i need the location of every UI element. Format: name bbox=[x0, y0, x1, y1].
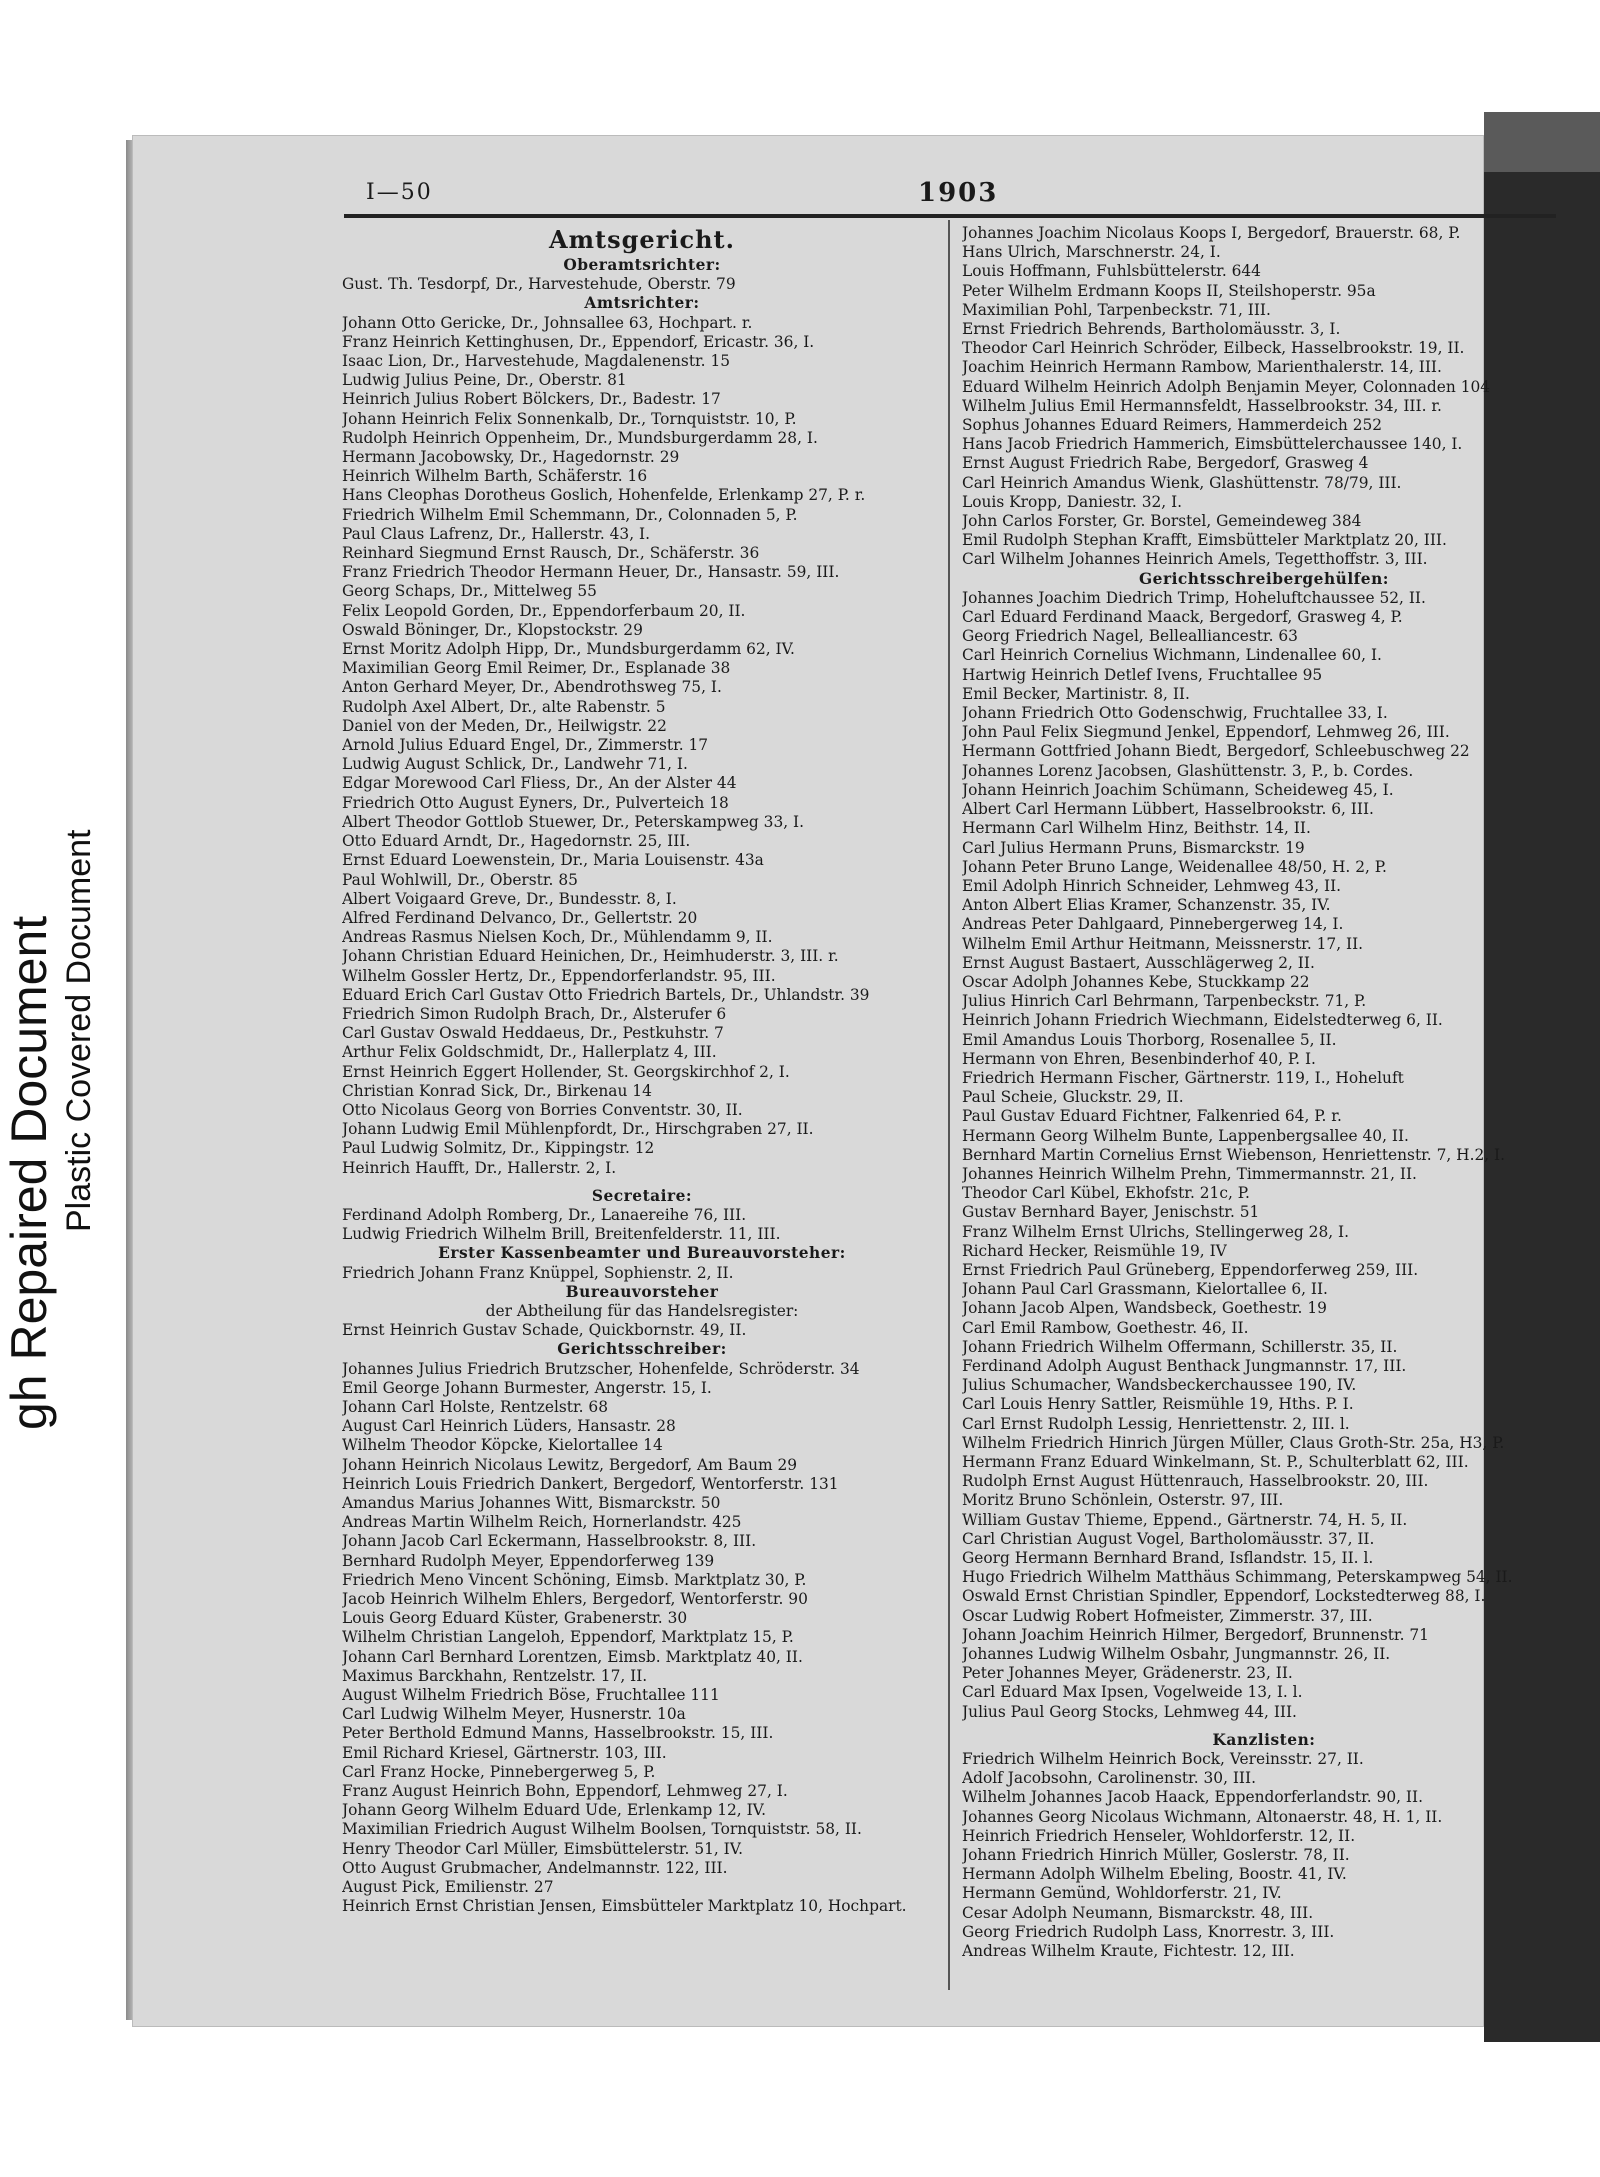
directory-entry: Rudolph Heinrich Oppenheim, Dr., Mundsburgerdamm 28, I. bbox=[342, 428, 818, 447]
directory-entry: Hermann Gemünd, Wohldorferstr. 21, IV. bbox=[962, 1884, 1282, 1903]
directory-entry: Otto August Grubmacher, Andelmannstr. 122, III. bbox=[342, 1858, 728, 1877]
directory-entry: Johann Carl Holste, Rentzelstr. 68 bbox=[342, 1397, 608, 1416]
directory-entry: Hermann Adolph Wilhelm Ebeling, Boostr. 41, IV. bbox=[962, 1865, 1347, 1884]
directory-entry: Georg Friedrich Nagel, Bellealliancestr. 63 bbox=[962, 627, 1298, 646]
directory-entry: Carl Eduard Ferdinand Maack, Bergedorf, Grasweg 4, P. bbox=[962, 608, 1403, 627]
directory-entry: Johannes Heinrich Wilhelm Prehn, Timmermannstr. 21, II. bbox=[962, 1164, 1417, 1183]
section-heading: Amtsrichter: bbox=[584, 294, 700, 313]
directory-entry: Arthur Felix Goldschmidt, Dr., Hallerplatz 4, III. bbox=[342, 1043, 717, 1062]
directory-entry: Carl Ernst Rudolph Lessig, Henriettenstr. 2, III. l. bbox=[962, 1414, 1350, 1433]
directory-entry: Maximilian Pohl, Tarpenbeckstr. 71, III. bbox=[962, 300, 1271, 319]
directory-entry: Eduard Erich Carl Gustav Otto Friedrich Bartels, Dr., Uhlandstr. 39 bbox=[342, 985, 870, 1004]
repaired-document-label: gh Repaired Document bbox=[1, 915, 57, 1430]
directory-entry: Emil Rudolph Stephan Krafft, Eimsbütteler Marktplatz 20, III. bbox=[962, 531, 1447, 550]
directory-entry: Heinrich Julius Robert Bölckers, Dr., Badestr. 17 bbox=[342, 390, 721, 409]
directory-entry: Friedrich Simon Rudolph Brach, Dr., Alsterufer 6 bbox=[342, 1004, 727, 1023]
plastic-covered-label: Plastic Covered Document bbox=[60, 829, 98, 1232]
directory-entry: Ernst Friedrich Behrends, Bartholomäusstr. 3, I. bbox=[962, 320, 1341, 339]
directory-entry: Ludwig August Schlick, Dr., Landwehr 71, I. bbox=[342, 755, 688, 774]
directory-entry: Johann Joachim Heinrich Hilmer, Bergedorf, Brunnenstr. 71 bbox=[962, 1625, 1429, 1644]
directory-entry: Oswald Böninger, Dr., Klopstockstr. 29 bbox=[342, 620, 643, 639]
section-heading: Gerichtsschreibergehülfen: bbox=[1139, 569, 1389, 588]
directory-entry: Theodor Carl Heinrich Schröder, Eilbeck, Hasselbrookstr. 19, II. bbox=[962, 339, 1465, 358]
directory-entry: Anton Gerhard Meyer, Dr., Abendrothsweg 75, I. bbox=[342, 678, 722, 697]
directory-entry: Johann Christian Eduard Heinichen, Dr., Heimhuderstr. 3, III. r. bbox=[342, 947, 839, 966]
directory-entry: Anton Albert Elias Kramer, Schanzenstr. 35, IV. bbox=[962, 896, 1331, 915]
directory-entry: Hermann Jacobowsky, Dr., Hagedornstr. 29 bbox=[342, 448, 680, 467]
directory-entry: Carl Louis Henry Sattler, Reismühle 19, Hths. P. I. bbox=[962, 1395, 1354, 1414]
directory-entry: Carl Ludwig Wilhelm Meyer, Husnerstr. 10a bbox=[342, 1705, 686, 1724]
directory-entry: Carl Wilhelm Johannes Heinrich Amels, Tegetthoffstr. 3, III. bbox=[962, 550, 1428, 569]
directory-entry: Reinhard Siegmund Ernst Rausch, Dr., Schäferstr. 36 bbox=[342, 544, 760, 563]
directory-entry: Otto Eduard Arndt, Dr., Hagedornstr. 25, III. bbox=[342, 832, 691, 851]
directory-entry: Franz August Heinrich Bohn, Eppendorf, Lehmweg 27, I. bbox=[342, 1782, 788, 1801]
directory-entry: Georg Friedrich Rudolph Lass, Knorrestr. 3, III. bbox=[962, 1922, 1335, 1941]
column-divider bbox=[948, 220, 950, 1990]
directory-entry: Maximus Barckhahn, Rentzelstr. 17, II. bbox=[342, 1666, 648, 1685]
directory-entry: Peter Johannes Meyer, Grädenerstr. 23, II. bbox=[962, 1664, 1293, 1683]
directory-entry: August Carl Heinrich Lüders, Hansastr. 28 bbox=[342, 1417, 676, 1436]
directory-entry: Louis Hoffmann, Fuhlsbüttelerstr. 644 bbox=[962, 262, 1261, 281]
directory-entry: Emil Richard Kriesel, Gärtnerstr. 103, III. bbox=[342, 1743, 667, 1762]
left-column bbox=[342, 224, 942, 1916]
directory-entry: Julius Hinrich Carl Behrmann, Tarpenbeckstr. 71, P. bbox=[962, 992, 1367, 1011]
directory-entry: Gust. Th. Tesdorpf, Dr., Harvestehude, Oberstr. 79 bbox=[342, 275, 736, 294]
directory-entry: Paul Claus Lafrenz, Dr., Hallerstr. 43, I. bbox=[342, 524, 650, 543]
directory-entry: Peter Wilhelm Erdmann Koops II, Steilshoperstr. 95a bbox=[962, 281, 1376, 300]
directory-entry: Ernst Eduard Loewenstein, Dr., Maria Louisenstr. 43a bbox=[342, 851, 764, 870]
directory-entry: Johannes Lorenz Jacobsen, Glashüttenstr. 3, P., b. Cordes. bbox=[962, 761, 1414, 780]
section-heading: Erster Kassenbeamter und Bureauvorsteher: bbox=[438, 1244, 846, 1263]
directory-entry: Johann Ludwig Emil Mühlenpfordt, Dr., Hirschgraben 27, II. bbox=[342, 1120, 814, 1139]
section-heading: Oberamtsrichter: bbox=[563, 256, 721, 274]
directory-entry: Ernst Heinrich Eggert Hollender, St. Georgskirchhof 2, I. bbox=[342, 1062, 790, 1081]
directory-entry: Heinrich Ernst Christian Jensen, Eimsbütteler Marktplatz 10, Hochpart. bbox=[342, 1897, 907, 1916]
directory-entry: Georg Hermann Bernhard Brand, Isflandstr. 15, II. l. bbox=[962, 1549, 1374, 1568]
directory-entry: Carl Franz Hocke, Pinnebergerweg 5, P. bbox=[342, 1762, 656, 1781]
directory-entry: Ernst Heinrich Gustav Schade, Quickbornstr. 49, II. bbox=[342, 1321, 747, 1340]
directory-entry: Louis Georg Eduard Küster, Grabenerstr. 30 bbox=[342, 1609, 688, 1628]
directory-entry: Daniel von der Meden, Dr., Heilwigstr. 22 bbox=[342, 716, 667, 735]
directory-entry: Bernhard Martin Cornelius Ernst Wiebenson, Henriettenstr. 7, H.2, I. bbox=[962, 1145, 1506, 1164]
directory-entry: Amandus Marius Johannes Witt, Bismarckstr. 50 bbox=[342, 1494, 721, 1512]
directory-entry: Johannes Georg Nicolaus Wichmann, Altonaerstr. 48, H. 1, II. bbox=[962, 1807, 1443, 1826]
spacer bbox=[342, 1178, 942, 1187]
directory-entry: Julius Paul Georg Stocks, Lehmweg 44, III. bbox=[962, 1702, 1297, 1721]
directory-entry: Wilhelm Theodor Köpcke, Kielortallee 14 bbox=[342, 1436, 663, 1455]
directory-entry: Carl Heinrich Cornelius Wichmann, Lindenallee 60, I. bbox=[962, 646, 1382, 665]
directory-entry: Ernst Moritz Adolph Hipp, Dr., Mundsburgerdamm 62, IV. bbox=[342, 640, 795, 659]
section-subheading: der Abtheilung für das Handelsregister: bbox=[485, 1301, 799, 1320]
directory-entry: Felix Leopold Gorden, Dr., Eppendorferbaum 20, II. bbox=[342, 601, 746, 620]
directory-entry: Theodor Carl Kübel, Ekhofstr. 21c, P. bbox=[962, 1184, 1250, 1203]
directory-entry: John Carlos Forster, Gr. Borstel, Gemeindeweg 384 bbox=[962, 512, 1362, 531]
directory-entry: Oswald Ernst Christian Spindler, Eppendorf, Lockstedterweg 88, I. bbox=[962, 1587, 1486, 1606]
directory-entry: Friedrich Meno Vincent Schöning, Eimsb. Marktplatz 30, P. bbox=[342, 1570, 807, 1589]
directory-entry: Emil Becker, Martinistr. 8, II. bbox=[962, 684, 1190, 703]
directory-entry: Rudolph Axel Albert, Dr., alte Rabenstr. 5 bbox=[342, 697, 666, 716]
directory-entry: Andreas Wilhelm Kraute, Fichtestr. 12, III. bbox=[962, 1942, 1295, 1961]
directory-entry: Friedrich Otto August Eyners, Dr., Pulverteich 18 bbox=[342, 793, 729, 812]
directory-entry: Arnold Julius Eduard Engel, Dr., Zimmerstr. 17 bbox=[342, 736, 709, 755]
directory-entry: Johannes Ludwig Wilhelm Osbahr, Jungmannstr. 26, II. bbox=[962, 1645, 1391, 1664]
directory-entry: Hermann Franz Eduard Winkelmann, St. P., Schulterblatt 62, III. bbox=[962, 1453, 1469, 1471]
directory-entry: Ferdinand Adolph August Benthack Jungmannstr. 17, III. bbox=[962, 1356, 1407, 1375]
directory-entry: Heinrich Friedrich Henseler, Wohldorferstr. 12, II. bbox=[962, 1826, 1356, 1845]
directory-entry: Johann Jacob Alpen, Wandsbeck, Goethestr. 19 bbox=[962, 1299, 1327, 1318]
directory-entry: Wilhelm Emil Arthur Heitmann, Meissnerstr. 17, II. bbox=[962, 934, 1364, 953]
directory-entry: Ferdinand Adolph Romberg, Dr., Lanaereihe 76, III. bbox=[342, 1205, 747, 1224]
directory-entry: Moritz Bruno Schönlein, Osterstr. 97, III. bbox=[962, 1491, 1284, 1510]
directory-entry: John Paul Felix Siegmund Jenkel, Eppendorf, Lehmweg 26, III. bbox=[962, 723, 1450, 742]
directory-entry: Sophus Johannes Eduard Reimers, Hammerdeich 252 bbox=[962, 416, 1383, 435]
directory-entry: Heinrich Johann Friedrich Wiechmann, Eidelstedterweg 6, II. bbox=[962, 1011, 1443, 1030]
directory-entry: Henry Theodor Carl Müller, Eimsbüttelerstr. 51, IV. bbox=[342, 1839, 744, 1858]
directory-entry: Johann Georg Wilhelm Eduard Ude, Erlenkamp 12, IV. bbox=[342, 1801, 766, 1820]
spacer bbox=[962, 1722, 1566, 1731]
directory-entry: Christian Konrad Sick, Dr., Birkenau 14 bbox=[342, 1081, 652, 1100]
directory-entry: Franz Heinrich Kettinghusen, Dr., Eppendorf, Ericastr. 36, I. bbox=[342, 332, 815, 351]
directory-entry: Friedrich Johann Franz Knüppel, Sophienstr. 2, II. bbox=[342, 1263, 734, 1282]
section-heading: Bureauvorsteher bbox=[565, 1282, 719, 1301]
directory-entry: Bernhard Rudolph Meyer, Eppendorferweg 139 bbox=[342, 1551, 715, 1570]
directory-entry: Eduard Wilhelm Heinrich Adolph Benjamin Meyer, Colonnaden 104 bbox=[962, 377, 1491, 396]
directory-entry: Andreas Peter Dahlgaard, Pinnebergerweg 14, I. bbox=[962, 915, 1344, 934]
directory-entry: Alfred Ferdinand Delvanco, Dr., Gellertstr. 20 bbox=[342, 908, 698, 927]
directory-entry: Carl Christian August Vogel, Bartholomäusstr. 37, II. bbox=[962, 1529, 1375, 1548]
directory-entry: Maximilian Georg Emil Reimer, Dr., Esplanade 38 bbox=[342, 659, 731, 678]
section-heading: Gerichtsschreiber: bbox=[557, 1340, 727, 1359]
directory-entry: Hans Cleophas Dorotheus Goslich, Hohenfelde, Erlenkamp 27, P. r. bbox=[342, 486, 866, 505]
section-heading: Kanzlisten: bbox=[1212, 1730, 1316, 1749]
directory-entry: Carl Emil Rambow, Goethestr. 46, II. bbox=[962, 1318, 1249, 1337]
directory-entry: Johann Heinrich Nicolaus Lewitz, Bergedorf, Am Baum 29 bbox=[342, 1455, 798, 1474]
directory-entry: Johann Friedrich Hinrich Müller, Goslerstr. 78, II. bbox=[962, 1846, 1350, 1865]
directory-entry: Ernst Friedrich Paul Grüneberg, Eppendorferweg 259, III. bbox=[962, 1260, 1419, 1279]
directory-entry: Carl Eduard Max Ipsen, Vogelweide 13, I. l. bbox=[962, 1683, 1303, 1702]
directory-entry: August Pick, Emilienstr. 27 bbox=[342, 1878, 554, 1897]
directory-entry: Hermann Georg Wilhelm Bunte, Lappenbergsallee 40, II. bbox=[962, 1126, 1409, 1145]
directory-entry: Wilhelm Friedrich Hinrich Jürgen Müller, Claus Groth-Str. 25a, H3, P. bbox=[962, 1433, 1505, 1452]
directory-entry: Hermann Gottfried Johann Biedt, Bergedorf, Schleebuschweg 22 bbox=[962, 742, 1470, 761]
directory-entry: Friedrich Wilhelm Heinrich Bock, Vereinsstr. 27, II. bbox=[962, 1750, 1364, 1769]
directory-entry: Albert Theodor Gottlob Stuewer, Dr., Peterskampweg 33, I. bbox=[342, 812, 805, 831]
page-number: I—50 bbox=[366, 180, 433, 205]
directory-entry: Johann Carl Bernhard Lorentzen, Eimsb. Marktplatz 40, II. bbox=[342, 1647, 803, 1666]
directory-entry: Johann Jacob Carl Eckermann, Hasselbrookstr. 8, III. bbox=[342, 1532, 757, 1551]
directory-entry: Adolf Jacobsohn, Carolinenstr. 30, III. bbox=[962, 1769, 1256, 1788]
directory-entry: Hans Ulrich, Marschnerstr. 24, I. bbox=[962, 243, 1221, 262]
directory-entry: Oscar Adolph Johannes Kebe, Stuckkamp 22 bbox=[962, 972, 1310, 991]
directory-entry: Maximilian Friedrich August Wilhelm Boolsen, Tornquiststr. 58, II. bbox=[342, 1820, 862, 1839]
directory-entry: Johann Friedrich Otto Godenschwig, Fruchtallee 33, I. bbox=[962, 704, 1388, 723]
directory-entry: August Wilhelm Friedrich Böse, Fruchtallee 111 bbox=[342, 1686, 720, 1705]
directory-entry: Johann Friedrich Wilhelm Offermann, Schillerstr. 35, II. bbox=[962, 1337, 1398, 1356]
directory-entry: Carl Heinrich Amandus Wienk, Glashüttenstr. 78/79, III. bbox=[962, 473, 1402, 492]
directory-entry: Johann Otto Gericke, Dr., Johnsallee 63, Hochpart. r. bbox=[342, 313, 753, 332]
directory-entry: Isaac Lion, Dr., Harvestehude, Magdalenenstr. 15 bbox=[342, 352, 731, 371]
directory-entry: Hermann Carl Wilhelm Hinz, Beithstr. 14, II. bbox=[962, 819, 1311, 838]
directory-entry: Wilhelm Gossler Hertz, Dr., Eppendorferlandstr. 95, III. bbox=[342, 966, 776, 985]
scanner-edge-highlight bbox=[1484, 112, 1600, 172]
directory-entry: Peter Berthold Edmund Manns, Hasselbrookstr. 15, III. bbox=[342, 1724, 774, 1743]
directory-entry: Oscar Ludwig Robert Hofmeister, Zimmerstr. 37, III. bbox=[962, 1606, 1373, 1625]
directory-entry: Paul Wohlwill, Dr., Oberstr. 85 bbox=[342, 870, 578, 889]
directory-entry: Wilhelm Julius Emil Hermannsfeldt, Hasselbrookstr. 34, III. r. bbox=[962, 396, 1442, 415]
directory-entry: William Gustav Thieme, Eppend., Gärtnerstr. 74, H. 5, II. bbox=[962, 1510, 1408, 1529]
directory-entry: Emil Amandus Louis Thorborg, Rosenallee 5, II. bbox=[962, 1030, 1337, 1049]
directory-entry: Ernst August Bastaert, Ausschlägerweg 2, II. bbox=[962, 953, 1315, 972]
directory-entry: Paul Gustav Eduard Fichtner, Falkenried 64, P. r. bbox=[962, 1107, 1342, 1126]
directory-entry: Ludwig Friedrich Wilhelm Brill, Breitenfelderstr. 11, III. bbox=[342, 1225, 781, 1244]
directory-entry: Edgar Morewood Carl Fliess, Dr., An der Alster 44 bbox=[342, 774, 737, 793]
directory-entry: Johannes Joachim Nicolaus Koops I, Bergedorf, Brauerstr. 68, P. bbox=[962, 224, 1461, 242]
directory-entry: Wilhelm Christian Langeloh, Eppendorf, Marktplatz 15, P. bbox=[342, 1628, 794, 1647]
directory-entry: Cesar Adolph Neumann, Bismarckstr. 48, III. bbox=[962, 1903, 1314, 1922]
directory-entry: Otto Nicolaus Georg von Borries Conventstr. 30, II. bbox=[342, 1100, 743, 1119]
directory-entry: Albert Carl Hermann Lübbert, Hasselbrookstr. 6, III. bbox=[962, 800, 1374, 819]
directory-entry: Hans Jacob Friedrich Hammerich, Eimsbüttelerchaussee 140, I. bbox=[962, 435, 1463, 454]
directory-entry: Heinrich Haufft, Dr., Hallerstr. 2, I. bbox=[342, 1158, 617, 1177]
section-heading: Secretaire: bbox=[591, 1186, 693, 1205]
directory-entry: Carl Gustav Oswald Heddaeus, Dr., Pestkuhstr. 7 bbox=[342, 1024, 724, 1043]
directory-entry: Andreas Rasmus Nielsen Koch, Dr., Mühlendamm 9, II. bbox=[342, 928, 773, 947]
directory-entry: Friedrich Hermann Fischer, Gärtnerstr. 119, I., Hoheluft bbox=[962, 1068, 1404, 1087]
directory-entry: Johann Peter Bruno Lange, Weidenallee 48/50, H. 2, P. bbox=[962, 857, 1387, 876]
directory-entry: Paul Scheie, Gluckstr. 29, II. bbox=[962, 1088, 1184, 1107]
directory-entry: Andreas Martin Wilhelm Reich, Hornerlandstr. 425 bbox=[342, 1513, 742, 1532]
directory-entry: Julius Schumacher, Wandsbeckerchaussee 190, IV. bbox=[962, 1376, 1357, 1395]
directory-entry: Ernst August Friedrich Rabe, Bergedorf, Grasweg 4 bbox=[962, 454, 1369, 473]
directory-entry: Ludwig Julius Peine, Dr., Oberstr. 81 bbox=[342, 371, 627, 390]
directory-entry: Albert Voigaard Greve, Dr., Bundesstr. 8, I. bbox=[342, 889, 677, 908]
page-year: 1903 bbox=[918, 178, 999, 208]
directory-entry: Richard Hecker, Reismühle 19, IV bbox=[962, 1241, 1227, 1260]
directory-entry: Johannes Joachim Diedrich Trimp, Hoheluftchaussee 52, II. bbox=[962, 588, 1426, 607]
directory-entry: Johann Paul Carl Grassmann, Kielortallee 6, II. bbox=[962, 1280, 1328, 1299]
directory-entry: Franz Wilhelm Ernst Ulrichs, Stellingerweg 28, I. bbox=[962, 1222, 1350, 1241]
directory-entry: Emil George Johann Burmester, Angerstr. 15, I. bbox=[342, 1378, 712, 1397]
directory-entry: Gustav Bernhard Bayer, Jenischstr. 51 bbox=[962, 1203, 1260, 1222]
directory-entry: Hartwig Heinrich Detlef Ivens, Fruchtallee 95 bbox=[962, 665, 1323, 684]
directory-entry: Louis Kropp, Daniestr. 32, I. bbox=[962, 492, 1183, 511]
directory-entry: Emil Adolph Hinrich Schneider, Lehmweg 43, II. bbox=[962, 876, 1342, 895]
page-header bbox=[344, 180, 1554, 210]
directory-entry: Joachim Heinrich Hermann Rambow, Marienthalerstr. 14, III. bbox=[962, 358, 1442, 377]
header-rule bbox=[344, 214, 1556, 218]
directory-entry: Wilhelm Johannes Jacob Haack, Eppendorferlandstr. 90, II. bbox=[962, 1788, 1423, 1807]
directory-entry: Johann Heinrich Joachim Schümann, Scheideweg 45, I. bbox=[962, 780, 1394, 799]
directory-entry: Georg Schaps, Dr., Mittelweg 55 bbox=[342, 582, 597, 601]
directory-entry: Heinrich Louis Friedrich Dankert, Bergedorf, Wentorferstr. 131 bbox=[342, 1474, 839, 1493]
directory-entry: Rudolph Ernst August Hüttenrauch, Hasselbrookstr. 20, III. bbox=[962, 1472, 1429, 1491]
directory-entry: Hugo Friedrich Wilhelm Matthäus Schimmang, Peterskampweg 54, II. bbox=[962, 1568, 1513, 1587]
directory-entry: Friedrich Wilhelm Emil Schemmann, Dr., Colonnaden 5, P. bbox=[342, 505, 798, 524]
directory-entry: Franz Friedrich Theodor Hermann Heuer, Dr., Hansastr. 59, III. bbox=[342, 563, 840, 582]
directory-entry: Johann Heinrich Felix Sonnenkalb, Dr., Tornquiststr. 10, P. bbox=[342, 409, 797, 428]
directory-entry: Carl Julius Hermann Pruns, Bismarckstr. 19 bbox=[962, 838, 1305, 857]
directory-entry: Hermann von Ehren, Besenbinderhof 40, P. I. bbox=[962, 1049, 1316, 1068]
section-title: Amtsgericht. bbox=[549, 225, 735, 254]
directory-entry: Paul Ludwig Solmitz, Dr., Kippingstr. 12 bbox=[342, 1139, 655, 1158]
directory-entry: Jacob Heinrich Wilhelm Ehlers, Bergedorf, Wentorferstr. 90 bbox=[342, 1590, 808, 1609]
right-column bbox=[962, 224, 1566, 1961]
directory-entry: Heinrich Wilhelm Barth, Schäferstr. 16 bbox=[342, 467, 648, 486]
directory-entry: Johannes Julius Friedrich Brutzscher, Hohenfelde, Schröderstr. 34 bbox=[342, 1359, 860, 1378]
